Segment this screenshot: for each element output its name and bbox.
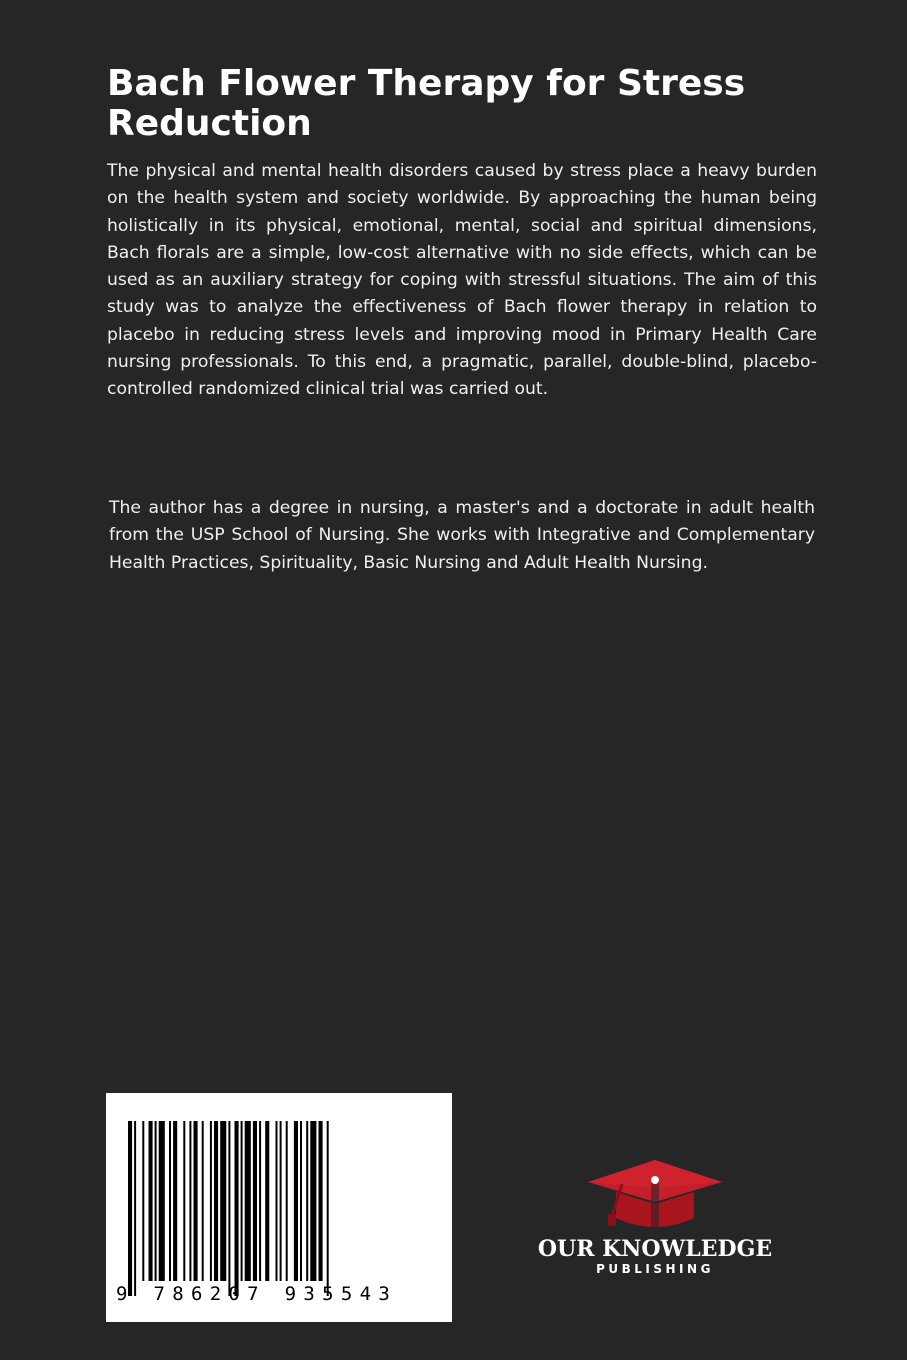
barcode-bar [142,1121,144,1281]
barcode-bar [235,1121,239,1296]
barcode-bar [149,1121,153,1281]
book-title: Bach Flower Therapy for Stress Reduction [107,63,746,144]
publisher-name: OUR KNOWLEDGE [537,1236,773,1262]
barcode-bar [183,1121,185,1281]
barcode-bar [259,1121,261,1281]
barcode-bar [228,1121,230,1296]
barcode-bar [306,1121,308,1281]
barcode-bar [253,1121,257,1281]
barcode-bar [214,1121,218,1281]
graduation-cap-icon [582,1158,728,1236]
barcode-bar [280,1121,282,1281]
barcode-bar [294,1121,298,1281]
barcode-bar [245,1121,251,1281]
author-bio: The author has a degree in nursing, a master's and a doctorate in adult health from the USP School of Nursing. She works with Integrative and Complementary Health Practices, Spirituality, Basic Nursing and Adult Health Nursing. [109,498,815,573]
barcode-bar [169,1121,171,1281]
barcode-bar [310,1121,316,1281]
publisher-subtitle: PUBLISHING [596,1262,714,1276]
barcode-bar [194,1121,198,1281]
barcode-bar [134,1121,136,1296]
isbn-barcode [106,1093,452,1322]
barcode-bar [300,1121,302,1281]
barcode-bar [210,1121,212,1281]
barcode-bar [128,1121,132,1296]
barcode-bar [319,1121,323,1281]
barcode-bar [327,1121,329,1296]
barcode-bar [265,1121,269,1281]
barcode-bar [241,1121,243,1281]
barcode-bar [220,1121,226,1281]
barcode-bar [189,1121,191,1281]
barcode-bar [173,1121,177,1281]
barcode-bar [159,1121,165,1281]
barcode-bar [276,1121,278,1281]
book-description: The physical and mental health disorders caused by stress place a heavy burden on the health system and society worldwide. By approaching the human being holistically in its physical, emotional, mental, social and spiritual dimensions, Bach florals are a simple, low-cost alternative with no side effects, which can be used as an auxiliary strategy for coping with stressful situations. The aim of this study was to analyze the effectiveness of Bach flower therapy in relation to placebo in reducing stress levels and improving mood in Primary Health Care nursing professionals. To this end, a pragmatic, parallel, double-blind, placebo-controlled randomized clinical trial was carried out. [107,161,817,400]
barcode-bar [202,1121,204,1281]
barcode-bar [286,1121,288,1281]
isbn-number: 9 786207 935543 [116,1283,398,1305]
barcode-bar [155,1121,157,1281]
publisher-logo [520,1158,790,1283]
